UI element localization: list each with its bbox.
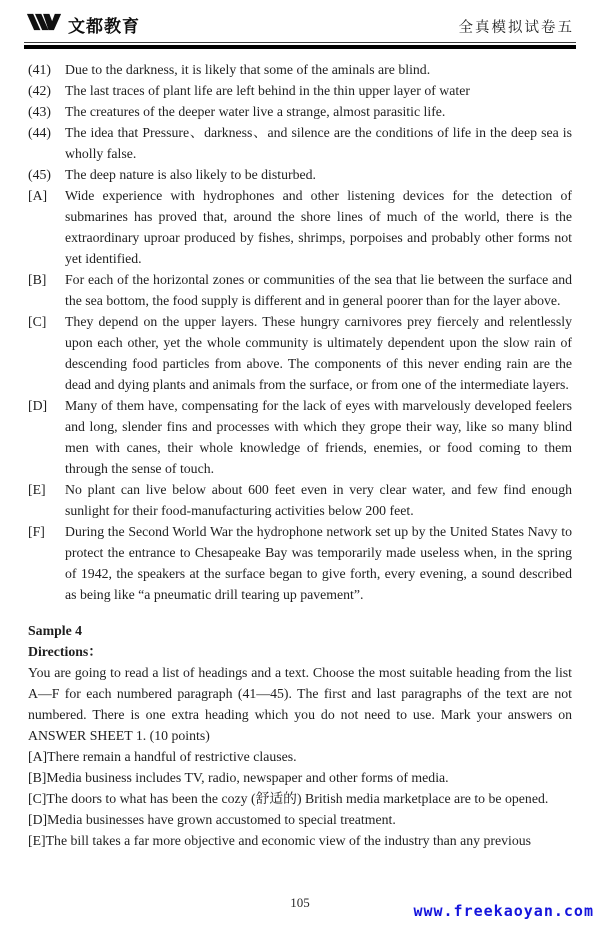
option-paragraph-a — [28, 185, 572, 269]
wendu-logo-icon — [26, 12, 62, 37]
question-text: The last traces of plant life are left behind in the thin upper layer of water — [65, 83, 470, 98]
heading-text: The bill takes a far more objective and economic view of the industry than any previous — [45, 833, 532, 848]
heading-label: [B] — [28, 770, 47, 785]
heading-label: [C] — [28, 791, 47, 806]
question-text: The deep nature is also likely to be disturbed. — [65, 167, 316, 182]
directions-text: You are going to read a list of headings and a text. Choose the most suitable heading from the list A—F for each numbered paragraph (41—45). The first and last paragraphs of the text are not numbered. There is one extra heading which you do not need to use. Mark your answers on ANSWER SHEET 1. (10 points) — [28, 665, 572, 743]
heading-text: The doors to what has been the cozy (舒适的) British media marketplace are to be opened. — [46, 791, 549, 806]
watermark-link[interactable]: www.freekaoyan.com — [413, 902, 594, 920]
page-header — [0, 0, 600, 37]
directions-label: Directions： — [28, 644, 103, 659]
option-paragraph-f — [28, 521, 572, 605]
heading-item-d — [28, 809, 572, 830]
option-text: They depend on the upper layers. These hungry carnivores prey fiercely and relentlessly upon each other, yet the whole community is ultimately dependent upon the slow rain of descending food particles from above. The components of this never ending rain are the dead and dying plants and animals from the surface, or from one of the intermediate layers. — [65, 314, 572, 392]
option-text: During the Second World War the hydrophone network set up by the United States Navy to protect the entrance to Chesapeake Bay was temporarily made useless when, in the spring of 1942, the speakers at the surface began to give forth, every evening, a sound described as being like “a pneumatic drill tearing up pavement”. — [65, 524, 572, 602]
sample4-title: Sample 4 — [28, 623, 83, 638]
heading-text: Media businesses have grown accustomed to special treatment. — [47, 812, 396, 827]
heading-item-e — [28, 830, 572, 851]
question-item-41 — [28, 59, 572, 80]
heading-item-b — [28, 767, 572, 788]
option-label: [E] — [28, 482, 46, 497]
heading-text: Media business includes TV, radio, newspaper and other forms of media. — [46, 770, 449, 785]
option-label: [D] — [28, 398, 48, 413]
option-paragraph-c — [28, 311, 572, 395]
option-text: Many of them have, compensating for the lack of eyes with marvelously developed feelers and long, slender fins and processes with which they grope their way, like so many blind men with canes, their whole knowledge of friends, enemies, or food coming to them through the sense of touch. — [65, 398, 572, 476]
sample4-section — [28, 620, 572, 851]
question-label: (42) — [28, 83, 51, 98]
option-label: [A] — [28, 188, 48, 203]
heading-text: There remain a handful of restrictive clauses. — [47, 749, 297, 764]
heading-label: [E] — [28, 833, 46, 848]
heading-label: [D] — [28, 812, 48, 827]
question-text: The creatures of the deeper water live a strange, almost parasitic life. — [65, 104, 446, 119]
option-text: For each of the horizontal zones or communities of the sea that lie between the surface and the sea bottom, the food supply is different and in general poorer than for the layer above. — [65, 272, 572, 308]
option-text: Wide experience with hydrophones and other listening devices for the detection of submarines has proved that, around the shore lines of much of the world, there is the extraordinary uproar produced by fishes, shrimps, porpoises and probably other forms not yet identified. — [65, 188, 572, 266]
question-text: The idea that Pressure、darkness、and silence are the conditions of life in the deep sea is wholly false. — [65, 125, 572, 161]
wendu-logo — [26, 12, 140, 37]
question-item-45 — [28, 164, 572, 185]
question-label: (45) — [28, 167, 51, 182]
heading-item-c — [28, 788, 572, 809]
question-label: (41) — [28, 62, 51, 77]
option-label: [F] — [28, 524, 45, 539]
option-paragraph-b — [28, 269, 572, 311]
question-label: (44) — [28, 125, 51, 140]
option-text: No plant can live below about 600 feet even in very clear water, and few find enough sunlight for their food-manufacturing activities below 200 feet. — [65, 482, 572, 518]
option-label: [B] — [28, 272, 47, 287]
logo-text: 文都教育 — [68, 17, 140, 36]
question-text: Due to the darkness, it is likely that some of the aminals are blind. — [65, 62, 431, 77]
page-number: 105 — [290, 895, 310, 910]
page-content — [28, 59, 572, 851]
heading-item-a — [28, 746, 572, 767]
heading-label: [A] — [28, 749, 48, 764]
question-item-42 — [28, 80, 572, 101]
question-item-43 — [28, 101, 572, 122]
question-item-44 — [28, 122, 572, 164]
header-rule-thick — [24, 45, 576, 49]
header-paper-label: 全真模拟试卷五 — [458, 20, 574, 36]
option-paragraph-e — [28, 479, 572, 521]
header-rule — [24, 42, 576, 49]
question-label: (43) — [28, 104, 51, 119]
option-label: [C] — [28, 314, 47, 329]
option-paragraph-d — [28, 395, 572, 479]
